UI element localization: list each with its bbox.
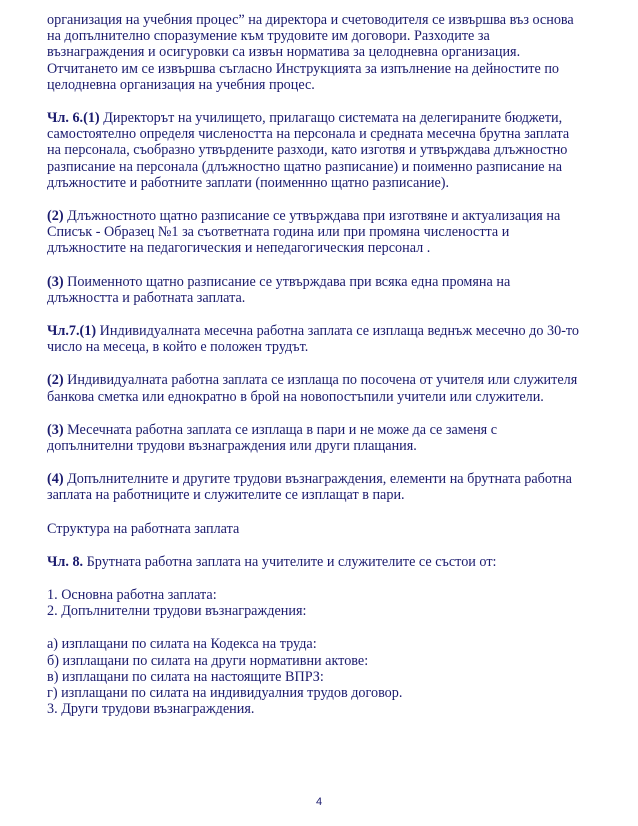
text-line: целодневна организация на учебния процес.	[47, 76, 315, 93]
article-label: (4)	[47, 471, 64, 488]
text-line: самостоятелно определя числеността на персонала и средната месечна брутна заплата	[47, 126, 570, 143]
page-number: 4	[315, 796, 323, 808]
text-run: Месечната работна заплата се изплаща в пари и не може да се заменя с	[63, 421, 498, 438]
text-line: длъжността и работната заплата.	[47, 289, 246, 306]
list-item: 3. Други трудови възнаграждения.	[47, 701, 255, 718]
document-page	[47, 12, 607, 735]
list-item: а) изплащани по силата на Кодекса на труда:	[47, 636, 317, 653]
text-line: заплата на работниците и служителите се изплащат в пари.	[47, 487, 405, 504]
article-label: (3)	[47, 421, 64, 438]
article-label: (3)	[47, 273, 64, 290]
article-6-2	[47, 208, 607, 257]
text-run: Длъжностното щатно разписание се утвърждава при изготвяне и актуализация на	[63, 208, 561, 225]
article-label: (2)	[47, 372, 64, 389]
text-run: Индивидуалната работна заплата се изплаща по посочена от учителя или служителя	[63, 372, 578, 389]
text-line: допълнителни трудови възнаграждения или други плащания.	[47, 438, 417, 455]
text-line: Отчитането им се извършва съгласно Инструкцията за изпълнение на дейностите по	[47, 60, 560, 77]
text-line	[47, 422, 607, 438]
article-7-4	[47, 471, 607, 503]
text-line: число на месеца, в който е положен трудът.	[47, 339, 309, 356]
text-line: Списък - Образец №1 за съответната година или при промяна числеността и	[47, 224, 510, 241]
text-line: възнаграждения и осигуровки са извън норматива за целодневна организация.	[47, 44, 521, 61]
article-label: Чл.7.(1)	[47, 323, 97, 340]
text-run: Брутната работна заплата на учителите и служителите се състои от:	[83, 553, 497, 570]
article-6-1	[47, 110, 607, 191]
text-line: организация на учебния процес” на директора и счетоводителя се извършва въз основа	[47, 12, 574, 28]
remuneration-list	[47, 636, 607, 717]
text-line: длъжностите на педагогическия и непедагогическия персонал .	[47, 240, 431, 257]
text-run: Допълнителните и другите трудови възнаграждения, елементи на брутната работна	[63, 471, 572, 488]
article-7-2	[47, 372, 607, 404]
text-line	[47, 208, 607, 224]
text-line: на персонала, съобразно утвърдените разходи, като изготвя и утвърждава длъжностно	[47, 142, 568, 159]
list-item: в) изплащани по силата на настоящите ВПРЗ:	[47, 668, 324, 685]
article-6-3	[47, 274, 607, 306]
text-line	[47, 471, 607, 487]
text-line: разписание на персонала (длъжностно щатно разписание) и поименно разписание на	[47, 158, 563, 175]
text-run: Директорът на училището, прилагащо системата на делегираните бюджети,	[99, 110, 563, 127]
text-line	[47, 372, 607, 388]
text-line	[47, 554, 607, 570]
article-label: Чл. 8.	[47, 553, 84, 570]
article-7-1	[47, 323, 607, 355]
article-8	[47, 554, 607, 570]
list-item: б) изплащани по силата на други нормативни актове:	[47, 652, 369, 669]
paragraph-intro	[47, 12, 607, 93]
text-line	[47, 274, 607, 290]
text-line: банкова сметка или еднократно в брой на новопостъпили учители или служители.	[47, 388, 544, 405]
section-heading	[47, 521, 607, 537]
text-line: длъжностите и работните заплати (поименнно щатно разписание).	[47, 174, 450, 191]
article-label: Чл. 6.(1)	[47, 110, 100, 127]
list-item: г) изплащани по силата на индивидуалния трудов договор.	[47, 685, 403, 702]
salary-components-list	[47, 587, 607, 619]
text-line: Структура на работната заплата	[47, 520, 240, 537]
list-item: 2. Допълнителни трудови възнаграждения:	[47, 603, 307, 620]
article-7-3	[47, 422, 607, 454]
text-line	[47, 110, 607, 126]
article-label: (2)	[47, 208, 64, 225]
text-run: Поименното щатно разписание се утвърждава при всяка една промяна на	[63, 273, 511, 290]
text-run: Индивидуалната месечна работна заплата се изплаща веднъж месечно до 30-то	[96, 323, 580, 340]
list-item: 1. Основна работна заплата:	[47, 587, 217, 604]
text-line: на допълнително споразумение към трудовите им договори. Разходите за	[47, 28, 490, 45]
text-line	[47, 323, 607, 339]
